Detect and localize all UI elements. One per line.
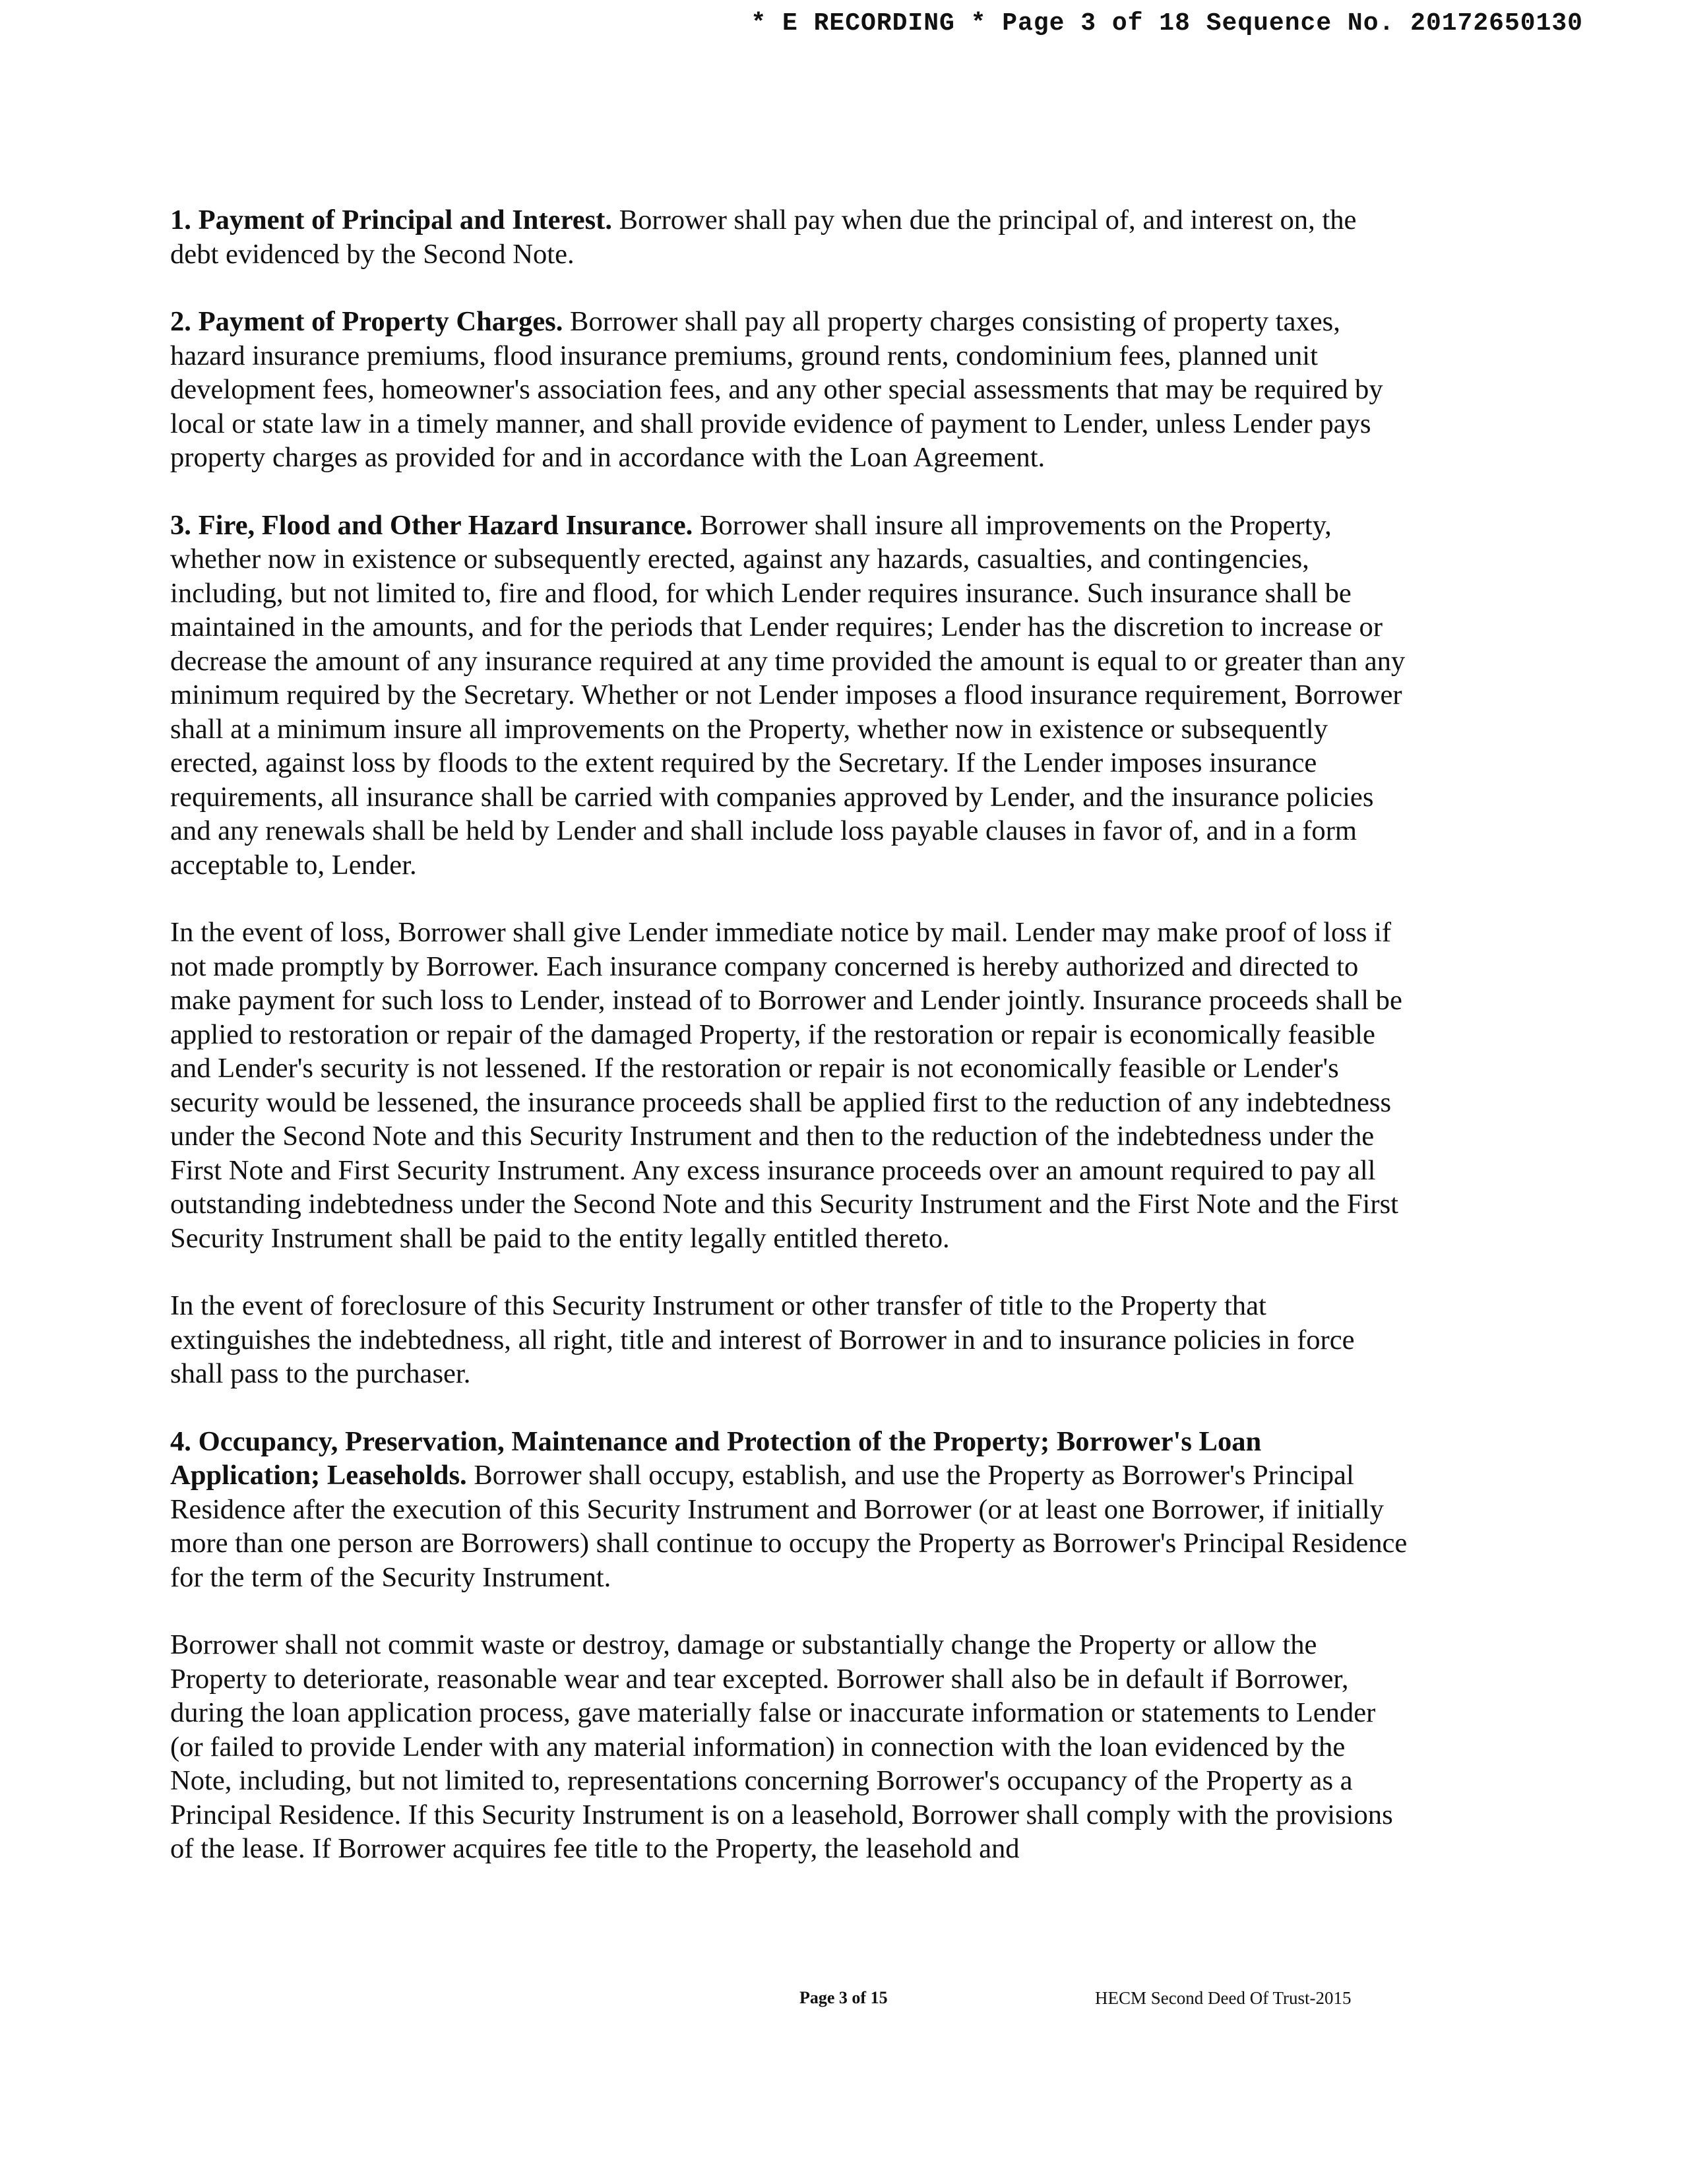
section-property-charges (170, 305, 1410, 475)
footer-page-number: Page 3 of 15 (799, 1988, 888, 2007)
section-hazard-insurance (170, 509, 1410, 883)
recording-header: * E RECORDING * Page 3 of 18 Sequence No. 20172650130 (751, 9, 1583, 38)
section-heading: 3. Fire, Flood and Other Hazard Insurance. (170, 509, 693, 541)
section-text: Borrower shall pay all property charges consisting of property taxes, hazard insurance premiums, flood insurance premiums, ground rents, condominium fees, planned unit development fees, homeowner's association fees, and any other special assessments that may be required by local or state law in a timely manner, and shall provide evidence of payment to Lender, unless Lender pays property charges as provided for and in accordance with the Loan Agreement. (170, 306, 1383, 473)
section-heading: 1. Payment of Principal and Interest. (170, 204, 613, 235)
section-text: Borrower shall occupy, establish, and use the Property as Borrower's Principal Residence after the execution of this Security Instrument and Borrower (or at least one Borrower, if initially more than one person are Borrowers) shall continue to occupy the Property as Borrower's Principal Residence for the term of the Security Instrument. (170, 1460, 1408, 1593)
section-text: Borrower shall insure all improvements on the Property, whether now in existence or subsequently erected, against any hazards, casualties, and contingencies, including, but not limited to, fire and flood, for which Lender requires insurance. Such insurance shall be maintained in the amounts, and for the periods that Lender requires; Lender has the discretion to increase or decrease the amount of any insurance required at any time provided the amount is equal to or greater than any minimum required by the Secretary. Whether or not Lender imposes a flood insurance requirement, Borrower shall at a minimum insure all improvements on the Property, whether now in existence or subsequently erected, against loss by floods to the extent required by the Secretary. If the Lender imposes insurance requirements, all insurance shall be carried with companies approved by Lender, and the insurance policies and any renewals shall be held by Lender and shall include loss payable clauses in favor of, and in a form acceptable to, Lender. (170, 509, 1406, 881)
section-payment-principal (170, 203, 1410, 271)
section-occupancy (170, 1425, 1410, 1595)
paragraph-text: In the event of foreclosure of this Security Instrument or other transfer of title to the Property that extinguishes the indebtedness, all right, title and interest of Borrower in and to insurance policies in force shall pass to the purchaser. (170, 1290, 1355, 1389)
paragraph-text: In the event of loss, Borrower shall give Lender immediate notice by mail. Lender may make proof of loss if not made promptly by Borrower. Each insurance company concerned is hereby authorized and directed to make payment for such loss to Lender, instead of to Borrower and Lender jointly. Insurance proceeds shall be applied to restoration or repair of the damaged Property, if the restoration or repair is economically feasible and Lender's security is not lessened. If the restoration or repair is not economically feasible or Lender's security would be lessened, the insurance proceeds shall be applied first to the reduction of any indebtedness under the Second Note and this Security Instrument and then to the reduction of the indebtedness under the First Note and First Security Instrument. Any excess insurance proceeds over an amount required to pay all outstanding indebtedness under the Second Note and this Security Instrument and the First Note and the First Security Instrument shall be paid to the entity legally entitled thereto. (170, 917, 1402, 1254)
footer-document-title: HECM Second Deed Of Trust-2015 (1095, 1988, 1352, 2008)
paragraph-text: Borrower shall not commit waste or destroy, damage or substantially change the Property or allow the Property to deteriorate, reasonable wear and tear excepted. Borrower shall also be in default if Borrower, during the loan application process, gave materially false or inaccurate information or statements to Lender (or failed to provide Lender with any material information) in connection with the loan evidenced by the Note, including, but not limited to, representations concerning Borrower's occupancy of the Property as a Principal Residence. If this Security Instrument is on a leasehold, Borrower shall comply with the provisions of the lease. If Borrower acquires fee title to the Property, the leasehold and (170, 1629, 1393, 1864)
section-heading: 2. Payment of Property Charges. (170, 306, 563, 337)
paragraph-foreclosure (170, 1289, 1410, 1391)
section-heading: 4. Occupancy, Preservation, Maintenance and Protection of the Property; Borrower's Loan Application; Leaseholds. (170, 1425, 1262, 1491)
paragraph-event-of-loss (170, 916, 1410, 1255)
paragraph-waste (170, 1628, 1410, 1866)
document-body (170, 203, 1410, 1900)
section-text: Borrower shall pay when due the principal of, and interest on, the debt evidenced by the Second Note. (170, 204, 1357, 270)
